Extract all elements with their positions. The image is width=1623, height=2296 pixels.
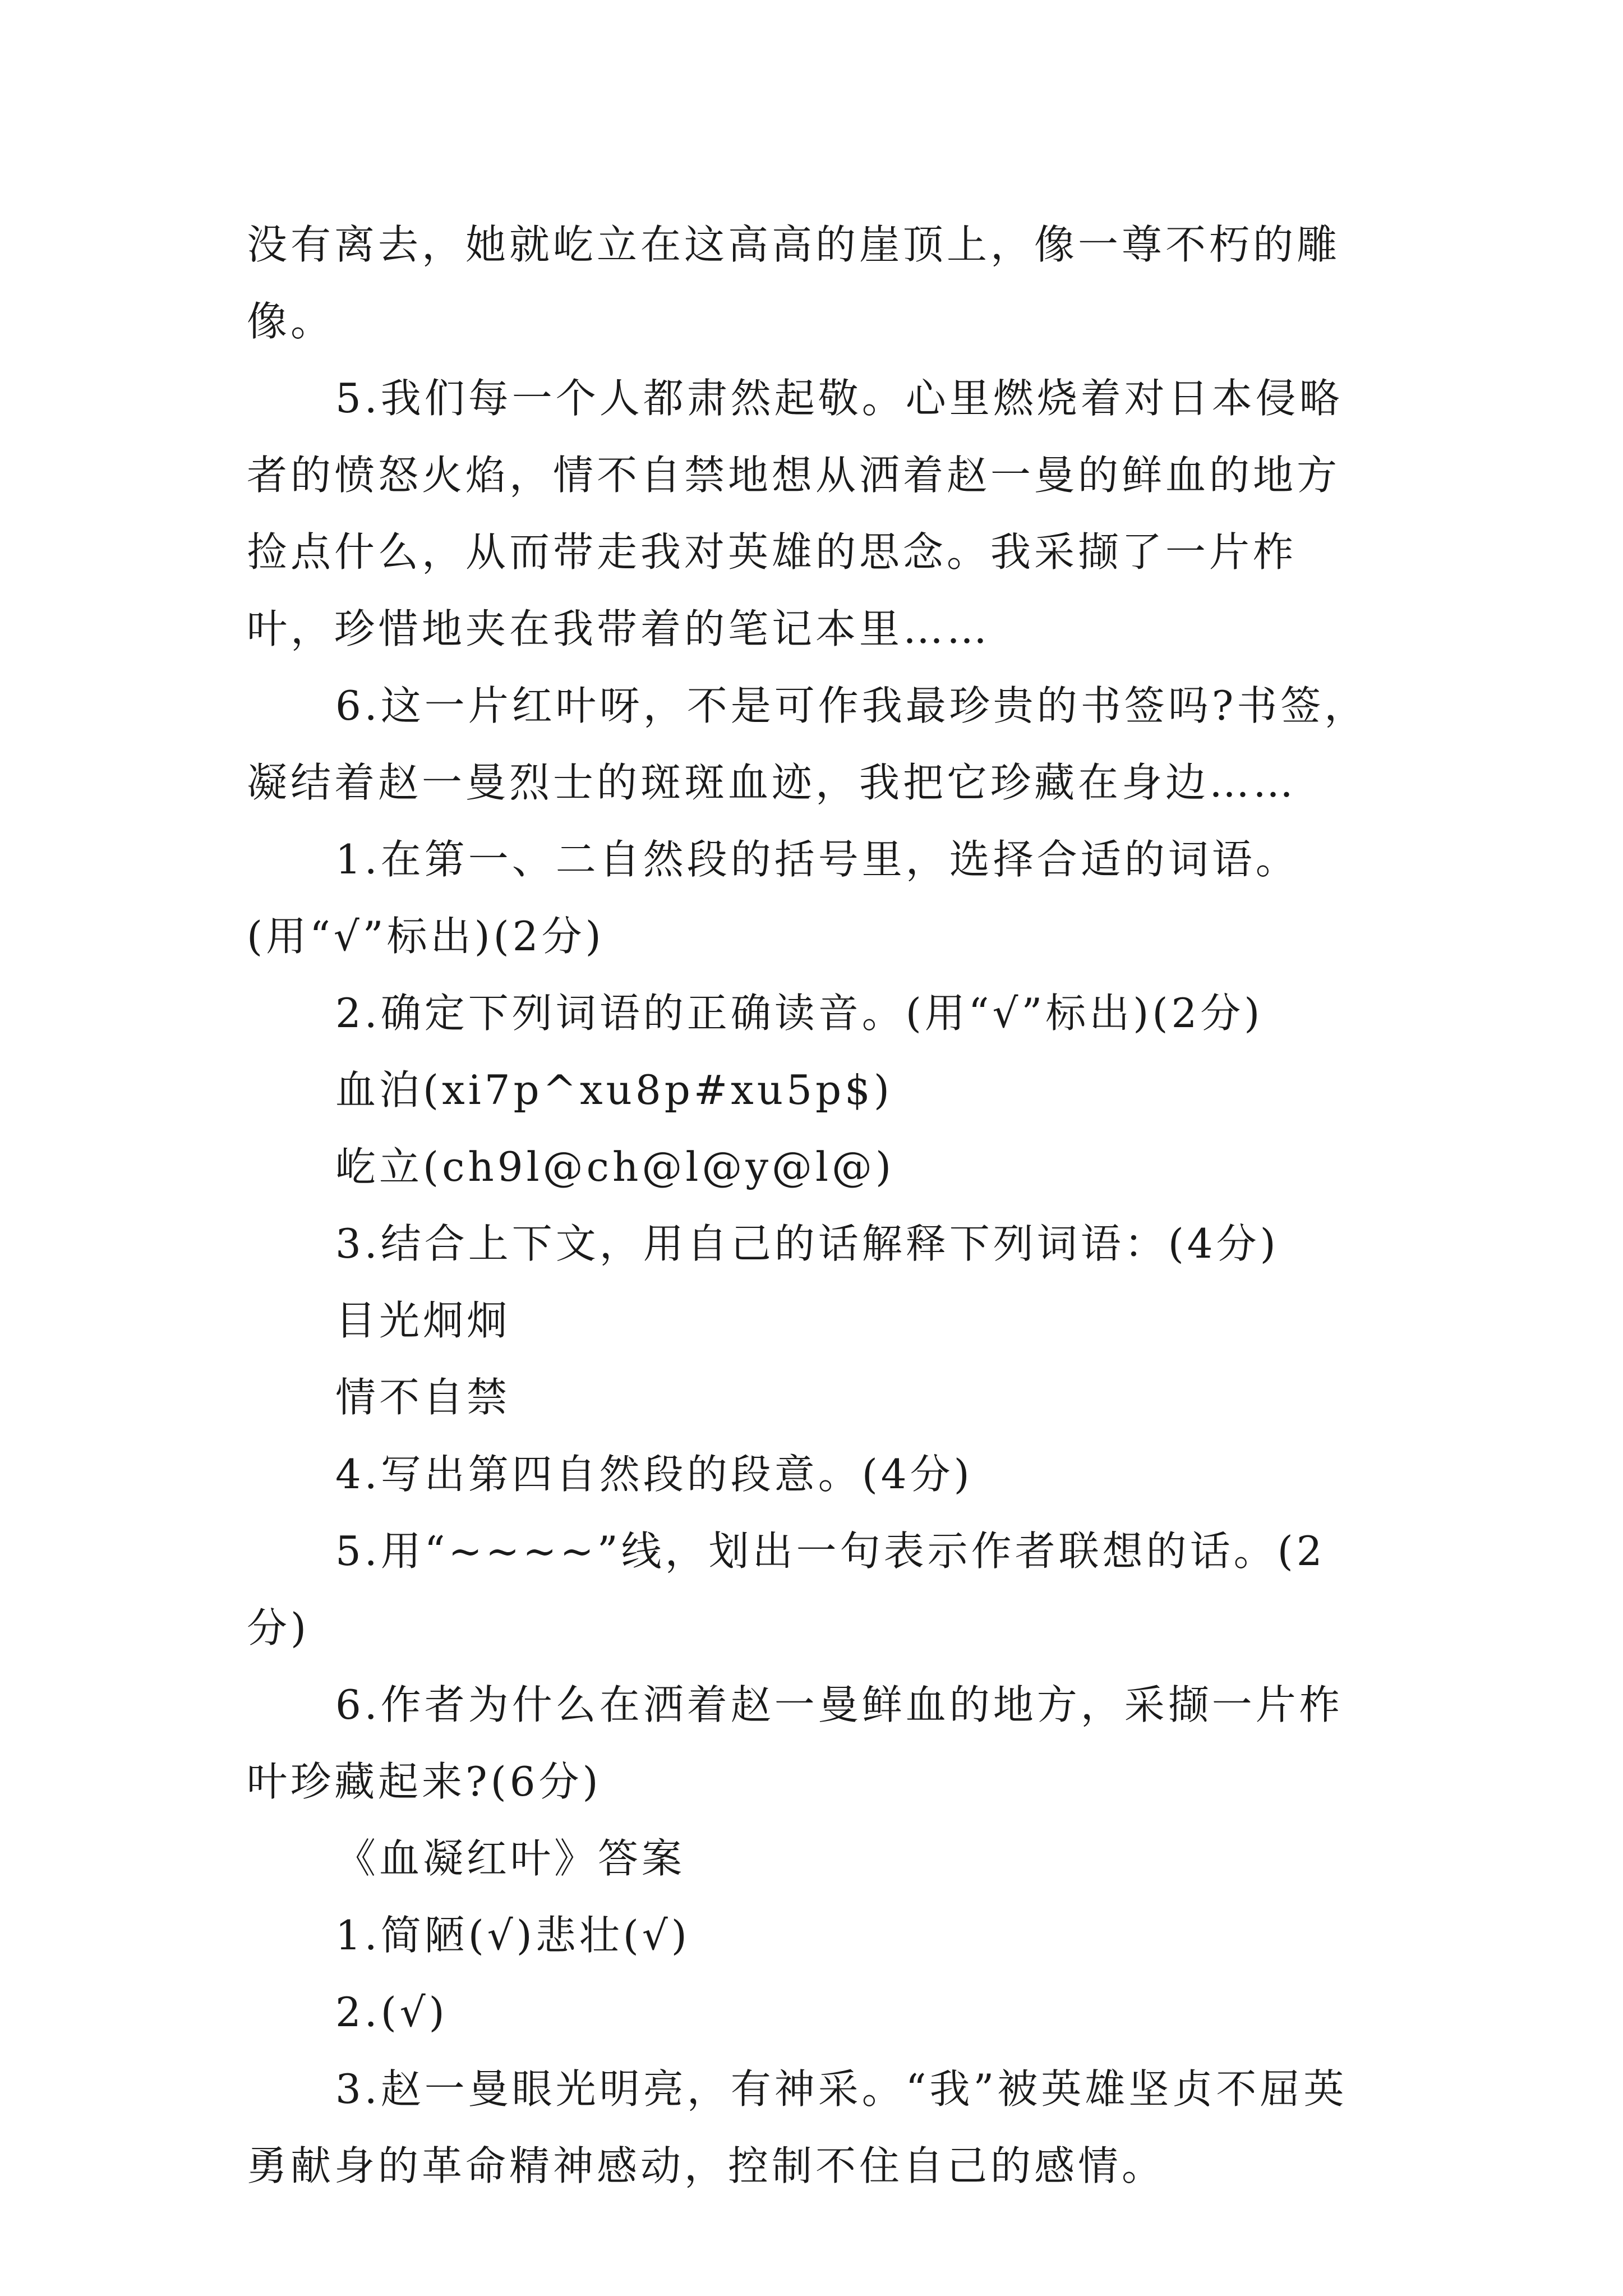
question-2: 2.确定下列词语的正确读音。(用“√”标出)(2分): [335, 990, 1264, 1037]
paragraph-continuation: 没有离去，她就屹立在这高高的崖顶上，像一尊不朽的雕像。: [247, 221, 1341, 345]
question-1: 1.在第一、二自然段的括号里，选择合适的词语。(用“√”标出)(2分): [247, 836, 1299, 960]
answer-3: 3.赵一曼眼光明亮，有神采。“我”被英雄坚贞不屈英勇献身的革命精神感动，控制不住自己的感情。: [247, 2065, 1348, 2189]
question-3-word-1: 目光炯炯: [335, 1297, 511, 1344]
question-6: 6.作者为什么在洒着赵一曼鲜血的地方，采撷一片柞叶珍藏起来?(6分): [247, 1681, 1343, 1805]
question-2-option-yili: 屹立(ch9l@ch@l@y@l@): [335, 1143, 895, 1190]
document-body: [247, 206, 1380, 2205]
question-4: 4.写出第四自然段的段意。(4分): [335, 1451, 973, 1498]
paragraph-5: 5.我们每一个人都肃然起敬。心里燃烧着对日本侵略者的愤怒火焰，情不自禁地想从洒着赵一曼的鲜血的地方捡点什么，从而带走我对英雄的思念。我采撷了一片柞叶，珍惜地夹在我带着的笔记本里……: [247, 375, 1343, 652]
answer-1: 1.简陋(√)悲壮(√): [335, 1912, 690, 1959]
answer-heading: 《血凝红叶》答案: [335, 1835, 686, 1882]
question-3: 3.结合上下文，用自己的话解释下列词语：(4分): [335, 1220, 1279, 1267]
paragraph-6: 6.这一片红叶呀，不是可作我最珍贵的书签吗?书签，凝结着赵一曼烈士的斑斑血迹，我把它珍藏在身边……: [247, 682, 1368, 806]
question-2-option-xuepo: 血泊(xi7p^xu8p#xu5p$): [335, 1066, 893, 1114]
question-3-word-2: 情不自禁: [335, 1374, 511, 1421]
answer-2: 2.(√): [335, 1989, 448, 2036]
question-5: 5.用“~~~~”线，划出一句表示作者联想的话。(2分): [247, 1527, 1326, 1651]
